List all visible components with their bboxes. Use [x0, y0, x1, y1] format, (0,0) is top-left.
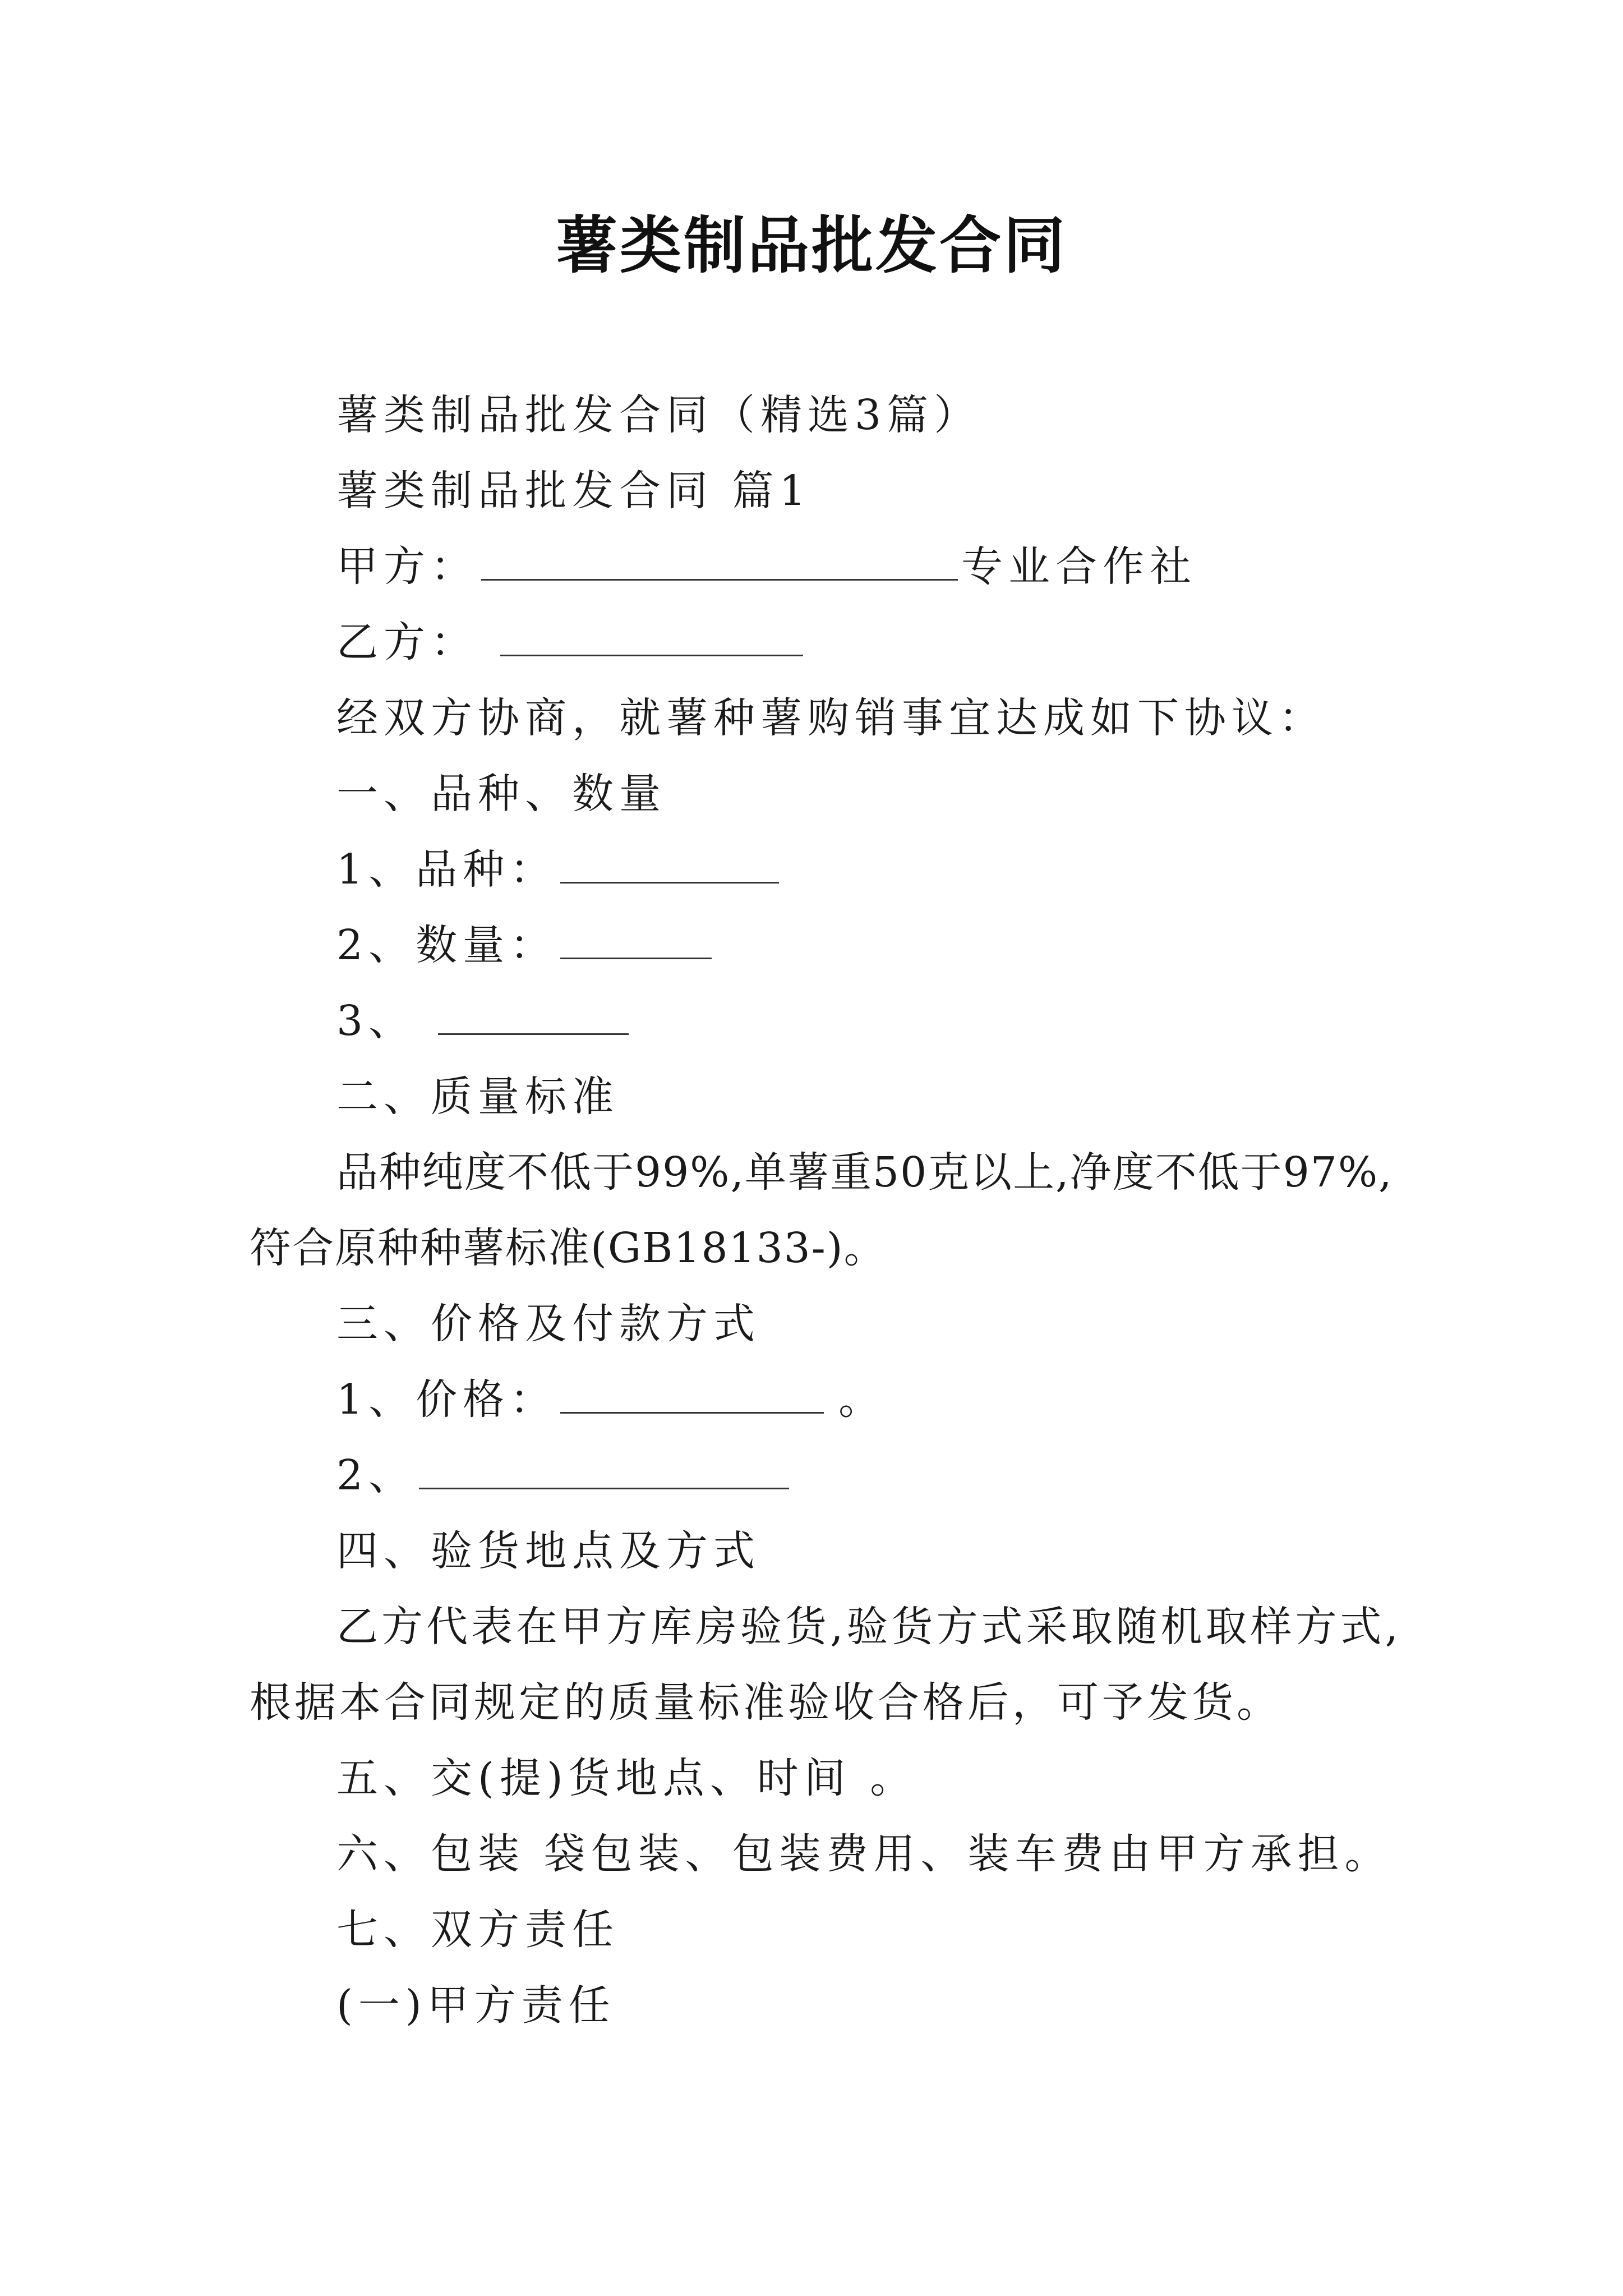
quantity-blank [560, 918, 712, 959]
payment-blank [419, 1448, 789, 1489]
section-2-heading: 二、质量标准 [336, 1073, 619, 1121]
section-3-item-1 [336, 1372, 886, 1428]
variety-blank [560, 843, 779, 884]
party-b-line [336, 614, 806, 670]
section-5: 五、交(提)货地点、时间 。 [336, 1754, 917, 1802]
section-4-text-line-2: 根据本合同规定的质量标准验收合格后，可予发货。 [250, 1678, 1281, 1727]
section-3-item-2 [336, 1447, 792, 1503]
price-end: 。 [838, 1375, 886, 1424]
section-1-item-3 [336, 993, 632, 1049]
item-3-blank [438, 994, 629, 1035]
price-label: 1、价格： [336, 1375, 557, 1424]
section-7-sub-1: (一)甲方责任 [336, 1981, 616, 2030]
variety-label: 1、品种： [336, 845, 557, 894]
price-blank [560, 1373, 824, 1414]
section-7-heading: 七、双方责任 [336, 1906, 619, 1954]
part-heading: 薯类制品批发合同 篇1 [336, 467, 811, 515]
party-a-label: 甲方： [336, 542, 478, 591]
section-1-item-1 [336, 841, 782, 898]
item-3-label: 3、 [336, 997, 416, 1045]
section-4-heading: 四、验货地点及方式 [336, 1527, 760, 1575]
party-a-suffix: 专业合作社 [961, 542, 1197, 591]
section-4-text-line-1: 乙方代表在甲方库房验货,验货方式采取随机取样方式, [336, 1603, 1402, 1651]
payment-label: 2、 [336, 1451, 416, 1499]
section-3-heading: 三、价格及付款方式 [336, 1300, 760, 1348]
party-b-label: 乙方： [336, 618, 478, 666]
document-title: 薯类制品批发合同 [556, 210, 1067, 282]
section-2-text-line-1: 品种纯度不低于99%,单薯重50克以上,净度不低于97%, [336, 1148, 1393, 1197]
quantity-label: 2、数量： [336, 921, 557, 969]
intro-text: 经双方协商，就薯种薯购销事宜达成如下协议： [336, 694, 1326, 742]
party-a-line [336, 539, 1197, 595]
section-6: 六、包装 袋包装、包装费用、装车费由甲方承担。 [336, 1830, 1392, 1878]
section-1-heading: 一、品种、数量 [336, 770, 666, 818]
section-1-item-2 [336, 917, 715, 973]
party-a-blank [481, 540, 958, 581]
section-2-text-line-2: 符合原种种薯标准(GB18133-)。 [250, 1224, 887, 1272]
subtitle: 薯类制品批发合同（精选3篇） [336, 391, 981, 439]
party-b-blank [500, 615, 803, 656]
